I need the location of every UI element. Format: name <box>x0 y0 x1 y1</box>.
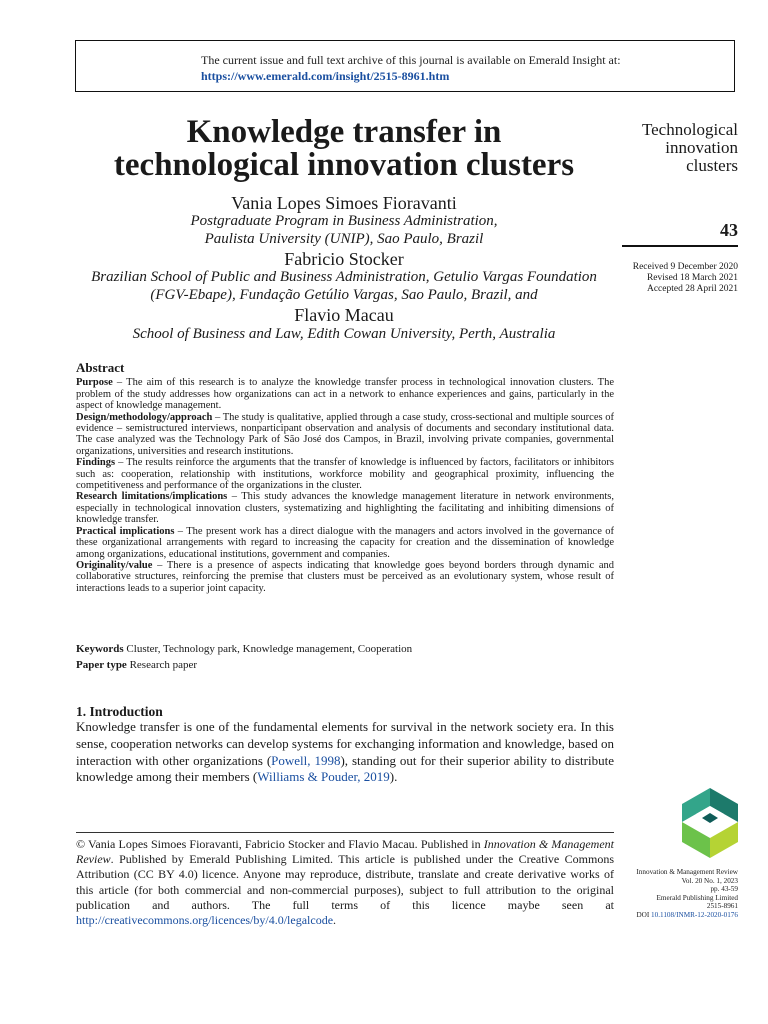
journal-issn: 2515-8961 <box>706 902 738 911</box>
paper-type-text: Research paper <box>126 659 198 671</box>
author-name-2: Fabricio Stocker <box>284 249 404 269</box>
received-date: Received 9 December 2020 <box>632 262 738 272</box>
citation-williams-link[interactable]: Williams & Pouder, 2019 <box>257 769 390 785</box>
section-label: Purpose <box>76 377 113 389</box>
title-line-2: technological innovation clusters <box>113 147 575 183</box>
title-line-1: Knowledge transfer in <box>186 114 502 150</box>
affiliation-line: Brazilian School of Public and Business Administration, Getulio Vargas Foundation <box>91 269 597 285</box>
introduction-heading: 1. Introduction <box>76 704 163 719</box>
journal-info <box>600 868 738 920</box>
abstract <box>76 362 614 594</box>
intro-text: ), standing out for their superior ability to distribute knowledge among their members ( <box>76 752 614 785</box>
affiliation-line: Paulista University (UNIP), Sao Paulo, Brazil <box>204 231 484 247</box>
paper-type <box>76 659 614 672</box>
journal-publisher: Emerald Publishing Limited <box>656 893 738 902</box>
side-divider <box>622 245 738 247</box>
abstract-design <box>76 412 614 458</box>
affiliation-line: (FGV-Ebape), Fundação Getúlio Vargas, Sao Paulo, Brazil, and <box>150 287 538 303</box>
intro-text: Knowledge transfer is one of the fundamental elements for survival in the network society era. In this sense, cooperation networks can develop systems for exchanging information and knowledge, based on interaction with other organizations ( <box>76 719 614 768</box>
abstract-originality <box>76 560 614 594</box>
running-head-line: Technological <box>641 120 738 139</box>
section-text: – This study advances the knowledge management literature in network environments, especially in technological innovation clusters, systematizing and highlighting the facilitating and inhibiting dimensions of knowledge transfer. <box>76 491 614 526</box>
publisher-logo-icon <box>678 786 742 860</box>
affiliation-line: School of Business and Law, Edith Cowan University, Perth, Australia <box>132 326 556 342</box>
introduction-paragraph <box>76 719 614 786</box>
author-name-3: Flavio Macau <box>294 305 394 325</box>
journal-doi <box>600 911 738 920</box>
author-affiliation-2 <box>70 268 618 304</box>
doi-label: DOI <box>636 910 652 919</box>
section-text: – The study is qualitative, applied through a case study, cross-sectional and multiple sources of evidence – semistructured interviews, nonparticipant observation and analysis of documents and secondary institutional data. The case analyzed was the Technology Park of São José dos Campos, in Brazil, involving private companies, governmental organizations, universities and research institutions. <box>76 411 614 457</box>
section-text: – There is a presence of aspects indicating that knowledge goes beyond borders through dynamic and collaborative structures, reinforcing the premise that clusters must be perceived as an evolutionary system, whose result of interactions leads to a superior joint capacity. <box>76 559 614 594</box>
journal-volume: Vol. 20 No. 1, 2023 <box>681 876 738 885</box>
section-text: – The present work has a direct dialogue with the managers and actors involved in the governance of these organizational arrangements with regard to increasing the capacity for creation and the dissemination of knowledge among organizations, educational institutions, government and companies. <box>76 525 614 560</box>
licence-text: © Vania Lopes Simoes Fioravanti, Fabricio Stocker and Flavio Macau. Published in <box>76 837 484 851</box>
licence-url-link[interactable]: http://creativecommons.org/licences/by/4.0/legalcode <box>76 913 334 928</box>
citation-powell-link[interactable]: Powell, 1998 <box>271 752 341 768</box>
section-label: Originality/value <box>76 559 153 571</box>
page-number: 43 <box>720 220 738 240</box>
accepted-date: Accepted 28 April 2021 <box>646 284 738 294</box>
footnote-rule <box>76 832 614 833</box>
keywords <box>76 643 614 656</box>
author-name-1: Vania Lopes Simoes Fioravanti <box>231 193 457 213</box>
abstract-findings <box>76 457 614 491</box>
abstract-limitations <box>76 491 614 525</box>
article-title <box>76 116 612 182</box>
running-head <box>600 121 738 175</box>
paper-type-label: Paper type <box>76 659 127 671</box>
journal-name: Innovation & Management Review <box>636 868 738 876</box>
abstract-purpose <box>76 377 614 411</box>
abstract-practical <box>76 526 614 560</box>
running-head-line: innovation <box>665 138 738 157</box>
licence-footnote <box>76 837 614 928</box>
section-text: – The results reinforce the arguments that the transfer of knowledge is influenced by factors, facilitators or inhibitors such as: cooperation, relationship with institutions, workforce mobility and geographical proximity, influencing the competitiveness and performance of the organizations in the cluster. <box>76 457 614 492</box>
licence-text: . Published by Emerald Publishing Limited. This article is published under the Creative Commons Attribution (CC BY 4.0) licence. Anyone may reproduce, distribute, translate and create derivative works of this article (for both commercial and non-commercial purposes), subject to full attribution to the original publication and authors. The full terms of this licence maybe seen at <box>76 852 614 912</box>
author-affiliation-3 <box>70 325 618 343</box>
section-text: – The aim of this research is to analyze the knowledge transfer process in technological innovation clusters. The problem of the study addresses how organizations can act in a network to enhance experiences and gains, particularly in the aspect of knowledge management. <box>76 377 614 412</box>
section-label: Design/methodology/approach <box>76 411 213 423</box>
journal-pages: pp. 43-59 <box>710 885 738 894</box>
revised-date: Revised 18 March 2021 <box>646 273 738 283</box>
access-notice-text: The current issue and full text archive of this journal is available on Emerald Insight at: <box>201 53 621 67</box>
section-label: Research limitations/implications <box>76 491 228 503</box>
submission-dates <box>600 262 738 295</box>
journal-url-link[interactable]: https://www.emerald.com/insight/2515-8961.htm <box>201 69 450 83</box>
doi-link[interactable]: 10.1108/INMR-12-2020-0176 <box>651 910 738 919</box>
author-affiliation-1 <box>70 212 618 248</box>
licence-text: . <box>333 913 337 928</box>
intro-text: ). <box>389 769 398 785</box>
access-notice-box <box>75 40 735 92</box>
licence-journal-name: Innovation & Management Review <box>76 837 615 867</box>
section-label: Practical implications <box>76 525 175 537</box>
running-head-line: clusters <box>686 156 738 175</box>
abstract-heading: Abstract <box>76 360 125 375</box>
affiliation-line: Postgraduate Program in Business Administration, <box>190 213 498 229</box>
keywords-text: Cluster, Technology park, Knowledge management, Cooperation <box>123 643 413 655</box>
section-label: Findings <box>76 457 116 469</box>
keywords-label: Keywords <box>76 643 124 655</box>
